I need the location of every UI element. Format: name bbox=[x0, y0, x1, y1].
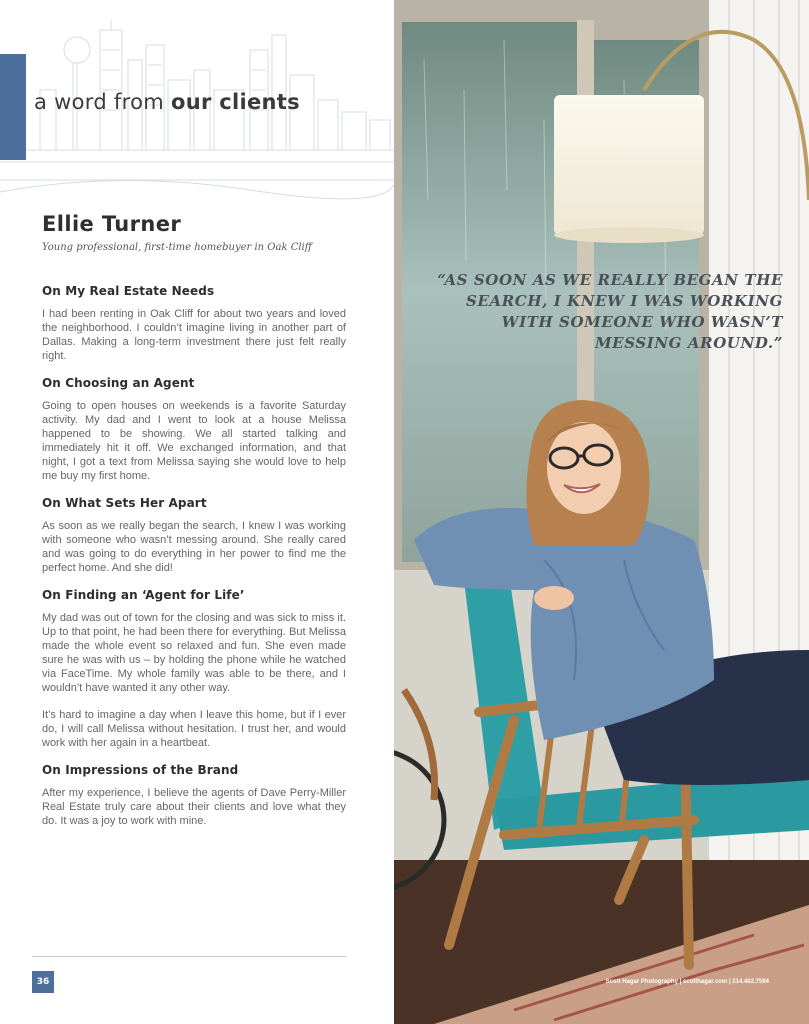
section-sets-her-apart bbox=[42, 496, 346, 575]
client-name: Ellie Turner bbox=[42, 212, 182, 236]
section-paragraph: After my experience, I believe the agents of Dave Perry-Miller Real Estate truly care about their clients and love what they do. It was a joy to work with mine. bbox=[42, 787, 346, 827]
client-photo bbox=[394, 0, 809, 1024]
page-title bbox=[34, 90, 300, 114]
section-heading: On Impressions of the Brand bbox=[42, 763, 239, 777]
section-paragraph: My dad was out of town for the closing and was sick to miss it. Up to that point, he had been there for everything. But Melissa made the whole event so relaxed and fun. She even made sure he was with us – by holding the phone while he watched via FaceTime. My whole family was able to be there, and I wouldn’t have wanted it any other way. bbox=[42, 612, 346, 694]
section-paragraph: As soon as we really began the search, I knew I was working with someone who wasn’t messing around. She really cared and was going to do everything in her power to find me the perfect home. And she did! bbox=[42, 520, 346, 574]
section-heading: On Finding an ‘Agent for Life’ bbox=[42, 588, 245, 602]
photo-illustration bbox=[394, 0, 809, 1024]
section-brand-impressions bbox=[42, 763, 346, 828]
section-choosing-agent bbox=[42, 376, 346, 483]
section-heading: On What Sets Her Apart bbox=[42, 496, 207, 510]
title-bold: our clients bbox=[170, 90, 300, 114]
section-heading: On Choosing an Agent bbox=[42, 376, 195, 390]
title-prefix: a word from bbox=[34, 90, 171, 114]
testimonial-body bbox=[42, 284, 346, 841]
footer-divider bbox=[32, 956, 346, 957]
accent-tab bbox=[0, 54, 26, 160]
section-agent-for-life bbox=[42, 588, 346, 750]
section-paragraph: It’s hard to imagine a day when I leave this home, but if I ever do, I will call Melissa without hesitation. I trust her, and would work with her again in a heartbeat. bbox=[42, 709, 346, 749]
section-real-estate-needs bbox=[42, 284, 346, 363]
client-subtitle: Young professional, first-time homebuyer in Oak Cliff bbox=[42, 242, 312, 253]
section-paragraph: Going to open houses on weekends is a favorite Saturday activity. My dad and I went to look at a house Melissa happened to be showing. We all started talking and immediately hit it off. We exchanged information, and that night, I got a text from Melissa saying she would love to help me buy my first home. bbox=[42, 400, 346, 482]
pull-quote: “AS SOON AS WE REALLY BEGAN THE SEARCH, I KNEW I WAS WORKING WITH SOMEONE WHO WASN’T MESSING AROUND.” bbox=[437, 271, 783, 352]
left-page bbox=[0, 0, 394, 1024]
section-heading: On My Real Estate Needs bbox=[42, 284, 215, 298]
page-number: 36 bbox=[32, 971, 54, 993]
photo-credit: Scott Hagar Photography | scotthagar.com | 214.402.7594 bbox=[605, 979, 769, 985]
section-paragraph: I had been renting in Oak Cliff for about two years and loved the neighborhood. I couldn’t imagine living in another part of Dallas. Making a long-term investment there just felt really right. bbox=[42, 308, 346, 362]
